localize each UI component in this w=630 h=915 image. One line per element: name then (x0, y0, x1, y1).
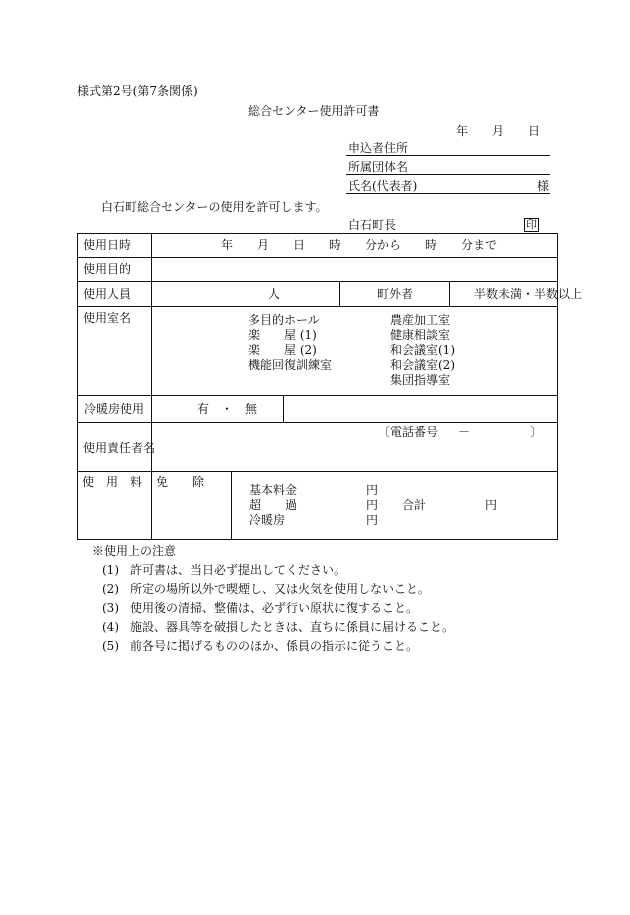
room-option[interactable]: 集団指導室 (390, 373, 451, 387)
seal-stamp-icon: 印 (526, 218, 537, 231)
applicant-address-line[interactable] (346, 155, 550, 156)
room-option[interactable]: 健康相談室 (390, 328, 451, 342)
row-usage-people (78, 282, 558, 307)
field-usage-purpose[interactable] (152, 258, 558, 282)
field-rooms[interactable] (152, 307, 558, 396)
fee-basic-yen: 円 (366, 483, 379, 497)
aircon-no-option[interactable]: 無 (245, 402, 258, 416)
phone-dash: － (458, 425, 471, 439)
field-fee-breakdown[interactable] (232, 472, 558, 540)
aircon-separator: ・ (221, 402, 234, 416)
room-option[interactable]: 楽 屋 (2) (248, 343, 317, 357)
fee-total-yen: 円 (485, 498, 498, 512)
form-number: 様式第2号(第7条関係) (77, 84, 198, 98)
applicant-address-label: 申込者住所 (348, 141, 409, 155)
phone-close: 〕 (530, 425, 543, 439)
applicant-group-label: 所属団体名 (348, 160, 409, 174)
fee-total-label: 合計 (402, 498, 427, 512)
row-aircon (78, 396, 558, 423)
field-people-count[interactable] (152, 282, 340, 307)
fee-aircon-yen: 円 (366, 513, 379, 527)
row-fee (78, 472, 558, 540)
notes-heading: ※使用上の注意 (92, 544, 177, 558)
note-number: (2) (102, 582, 119, 596)
room-option[interactable]: 和会議室(1) (390, 343, 455, 357)
date-day: 日 (528, 124, 541, 138)
note-text: 所定の場所以外で喫煙し、又は火気を使用しないこと。 (130, 582, 431, 596)
usage-form-table (77, 233, 583, 540)
datetime-hour-from: 時 (329, 238, 342, 252)
label-responsible-person: 使用責任者名 (78, 423, 152, 472)
row-responsible-person (78, 423, 558, 472)
field-outside-residents[interactable] (340, 282, 450, 307)
label-usage-purpose: 使用目的 (78, 258, 152, 282)
note-text: 施設、器具等を破損したときは、直ちに係員に届けること。 (130, 620, 455, 634)
applicant-name-line[interactable] (346, 193, 550, 194)
applicant-honorific: 様 (537, 179, 550, 193)
row-usage-purpose (78, 258, 558, 282)
field-usage-datetime[interactable] (152, 234, 558, 258)
aircon-yes-option[interactable]: 有 (197, 402, 210, 416)
field-fee-exempt[interactable]: 免 除 (152, 472, 232, 540)
datetime-day: 日 (293, 238, 306, 252)
phone-open: 〔電話番号 (378, 425, 439, 439)
datetime-month: 月 (257, 238, 270, 252)
note-number: (5) (102, 639, 119, 653)
room-option[interactable]: 農産加工室 (390, 313, 451, 327)
label-fee: 使 用 料 (78, 472, 152, 540)
note-number: (1) (102, 563, 119, 577)
room-option[interactable]: 機能回復訓練室 (248, 358, 333, 372)
row-usage-datetime (78, 234, 558, 258)
document-title: 総合センター使用許可書 (248, 104, 380, 118)
note-text: 前各号に掲げるもののほか、係員の指示に従うこと。 (130, 639, 419, 653)
applicant-group-line[interactable] (346, 174, 550, 175)
row-rooms (78, 307, 558, 396)
label-aircon: 冷暖房使用 (78, 396, 152, 423)
label-usage-people: 使用人員 (78, 282, 152, 307)
fee-excess-yen: 円 (366, 498, 379, 512)
permission-statement: 白石町総合センターの使用を許可します。 (101, 200, 328, 214)
half-ratio-options: 半数未満・半数以上 (474, 287, 583, 301)
datetime-hour-to: 時 (425, 238, 438, 252)
label-rooms: 使用室名 (78, 307, 152, 396)
note-text: 使用後の清掃、整備は、必ず行い原状に復すること。 (130, 601, 419, 615)
datetime-minute-to: 分まで (461, 238, 498, 252)
fee-aircon-label: 冷暖房 (249, 513, 286, 527)
field-half-ratio[interactable] (450, 282, 583, 307)
mayor-label: 白石町長 (348, 218, 397, 232)
datetime-year: 年 (221, 238, 234, 252)
field-aircon-blank (284, 396, 558, 423)
fee-basic-label: 基本料金 (249, 483, 298, 497)
room-option[interactable]: 多目的ホール (248, 313, 320, 327)
outside-residents-label: 町外者 (377, 287, 414, 301)
field-responsible-person[interactable] (152, 423, 558, 472)
date-year: 年 (456, 124, 469, 138)
room-option[interactable]: 和会議室(2) (390, 358, 455, 372)
room-option[interactable]: 楽 屋 (1) (248, 328, 317, 342)
note-text: 許可書は、当日必ず提出してください。 (130, 563, 347, 577)
applicant-name-label: 氏名(代表者) (348, 179, 418, 193)
label-usage-datetime: 使用日時 (78, 234, 152, 258)
field-aircon-choice[interactable] (152, 396, 284, 423)
fee-excess-label: 超 過 (249, 498, 298, 512)
note-number: (4) (102, 620, 119, 634)
date-month: 月 (492, 124, 505, 138)
people-unit: 人 (268, 287, 281, 301)
note-number: (3) (102, 601, 119, 615)
datetime-minute-from: 分から (365, 238, 402, 252)
seal-mark (524, 217, 539, 232)
